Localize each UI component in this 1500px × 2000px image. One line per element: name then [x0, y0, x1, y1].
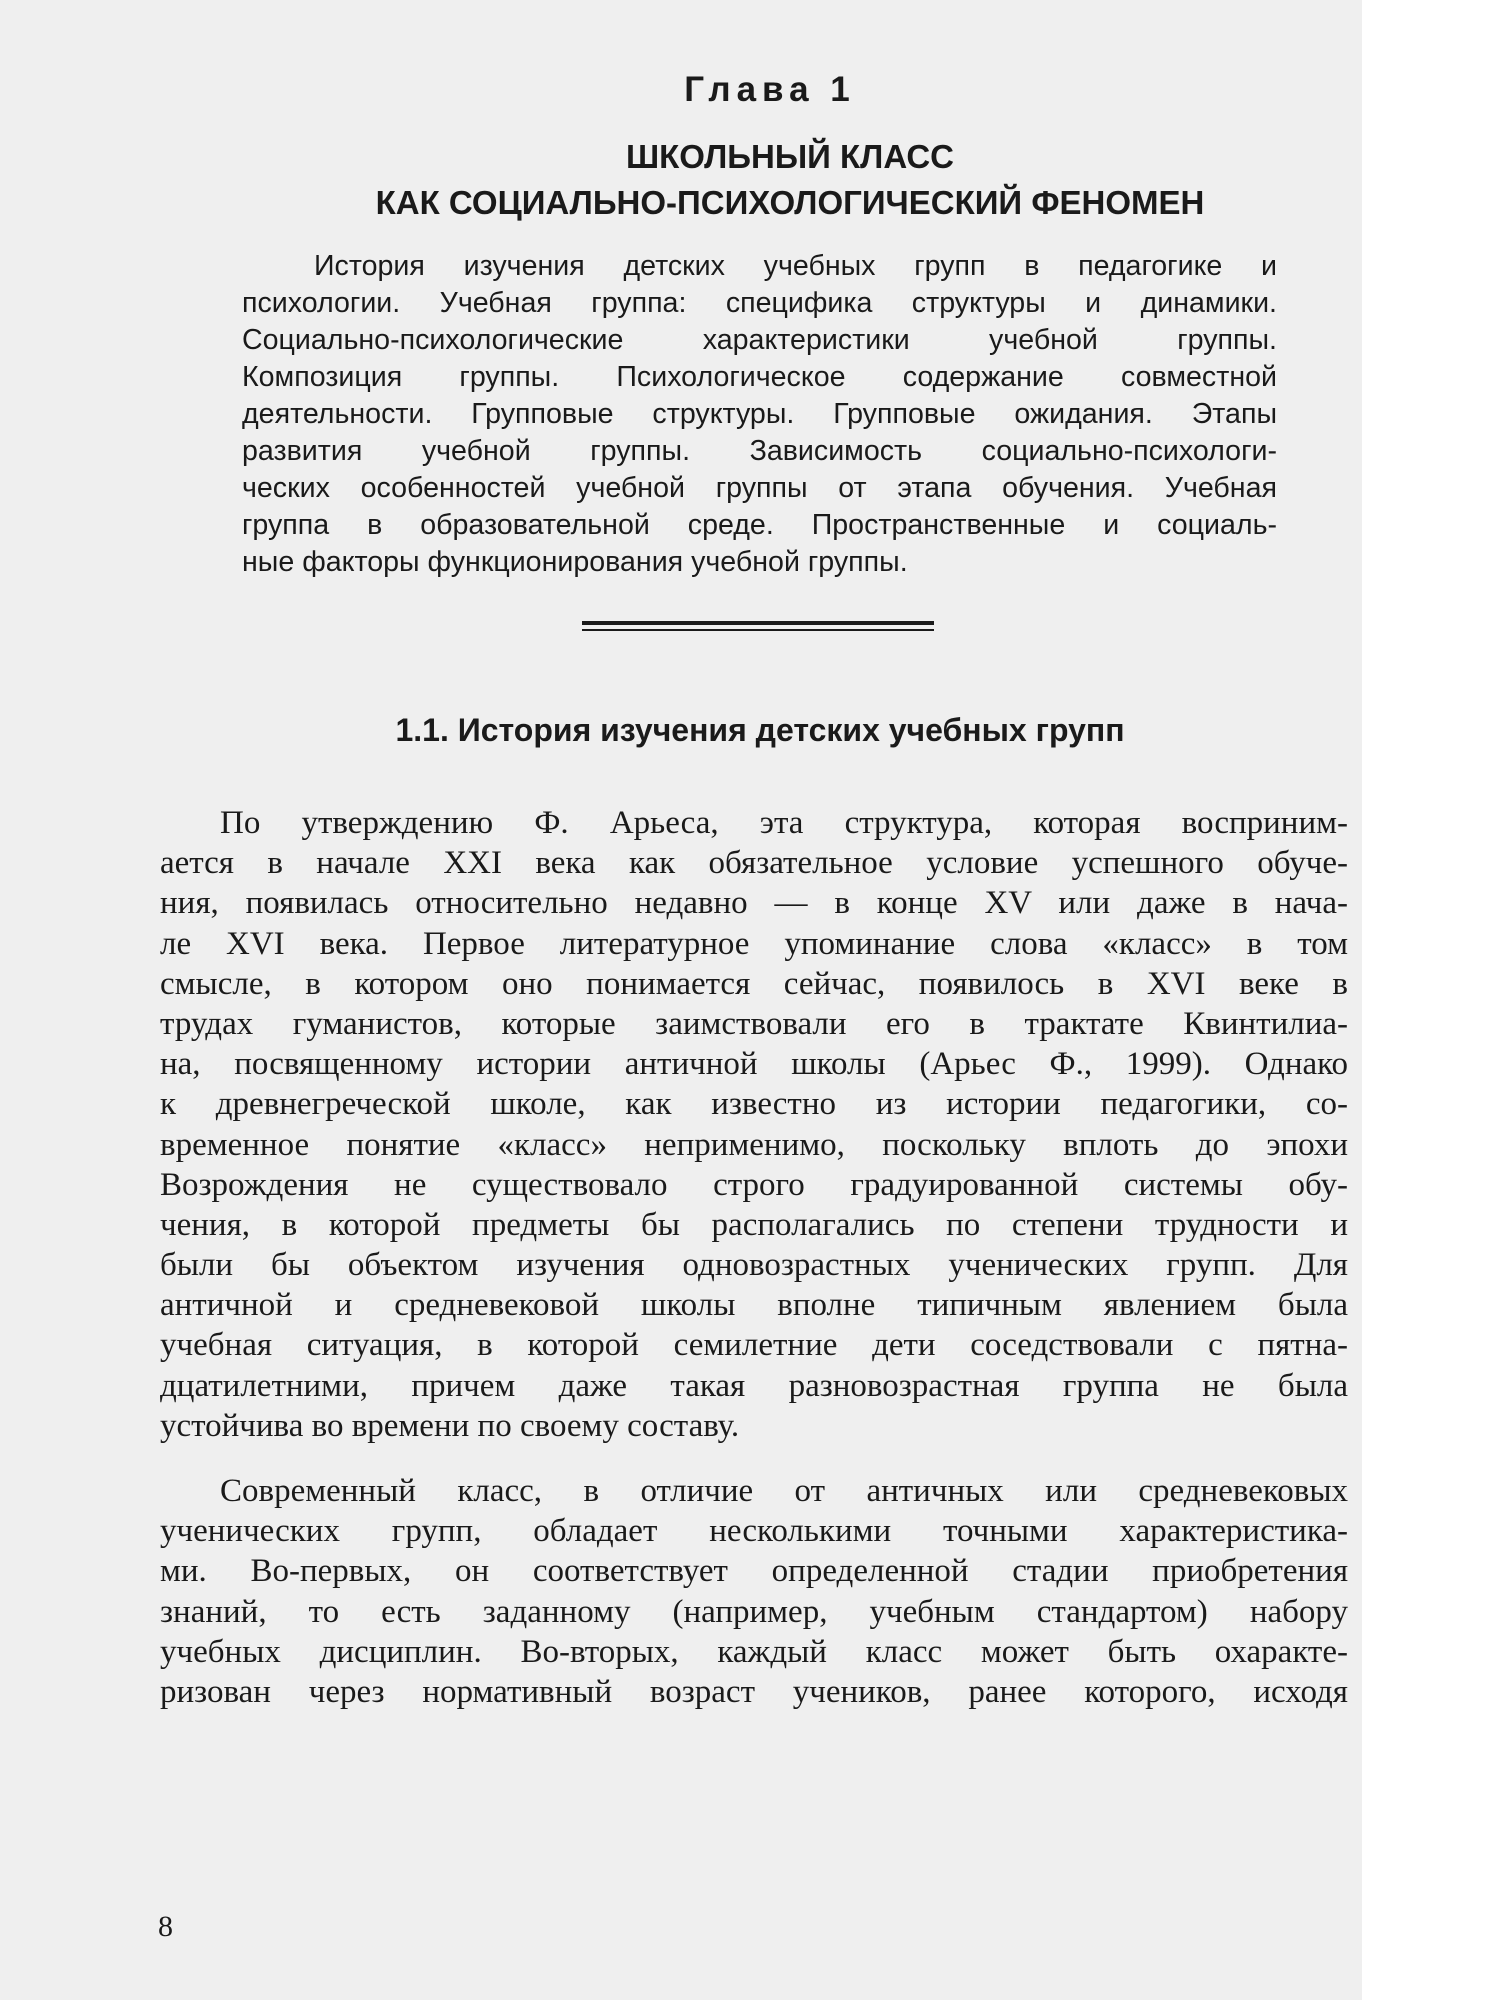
- page-number: 8: [158, 1910, 173, 1943]
- text-line: ученических групп, обладает несколькими точными характеристика-: [160, 1513, 1348, 1550]
- text-line: были бы объектом изучения одновозрастных ученических групп. Для: [160, 1247, 1348, 1284]
- abstract-line: Композиция группы. Психологическое содержание совместной: [242, 361, 1277, 393]
- abstract-line: психологии. Учебная группа: специфика структуры и динамики.: [242, 287, 1277, 319]
- abstract-line: развития учебной группы. Зависимость социально-психологи-: [242, 435, 1277, 467]
- text-line: временное понятие «класс» неприменимо, поскольку вплоть до эпохи: [160, 1126, 1348, 1163]
- text-line: Возрождения не существовало строго градуированной системы обу-: [160, 1166, 1348, 1203]
- text-line: По утверждению Ф. Арьеса, эта структура, которая восприним-: [220, 805, 1348, 841]
- abstract-line: ные факторы функционирования учебной группы.: [242, 546, 908, 578]
- text-line: устойчива во времени по своему составу.: [160, 1407, 740, 1444]
- abstract-line: деятельности. Групповые структуры. Групповые ожидания. Этапы: [242, 398, 1277, 430]
- text-line: Современный класс, в отличие от античных или средневековых: [220, 1473, 1348, 1509]
- abstract-line: группа в образовательной среде. Пространственные и социаль-: [242, 509, 1277, 541]
- body-text: [160, 803, 1348, 1712]
- section-title: 1.1. История изучения детских учебных групп: [395, 712, 1125, 748]
- scan-margin: [1362, 0, 1500, 2000]
- chapter-title: [260, 134, 1320, 226]
- text-line: учебных дисциплин. Во-вторых, каждый класс может быть охаракте-: [160, 1633, 1348, 1670]
- chapter-title-line-1: ШКОЛЬНЫЙ КЛАСС: [625, 138, 955, 175]
- divider-thick-rule: [582, 621, 934, 625]
- text-line: чения, в которой предметы бы располагались по степени трудности и: [160, 1206, 1348, 1243]
- page-content: [160, 68, 1348, 1712]
- chapter-label: Глава 1: [684, 70, 856, 109]
- text-line: античной и средневековой школы вполне типичным явлением была: [160, 1287, 1348, 1324]
- text-line: ле XVI века. Первое литературное упоминание слова «класс» в том: [160, 925, 1348, 962]
- section-divider: [582, 621, 934, 631]
- text-line: ния, появилась относительно недавно — в конце XV или даже в нача-: [160, 885, 1348, 922]
- abstract-line: ческих особенностей учебной группы от этапа обучения. Учебная: [242, 472, 1277, 504]
- divider-thin-rule: [582, 629, 934, 631]
- text-line: дцатилетними, причем даже такая разновозрастная группа не была: [160, 1367, 1348, 1404]
- abstract-line: Социально-психологические характеристики учебной группы.: [242, 324, 1277, 356]
- text-line: на, посвященному истории античной школы (Арьес Ф., 1999). Однако: [160, 1046, 1348, 1083]
- text-line: ми. Во-первых, он соответствует определенной стадии приобретения: [160, 1553, 1348, 1590]
- chapter-title-line-2: КАК СОЦИАЛЬНО-ПСИХОЛОГИЧЕСКИЙ ФЕНОМЕН: [375, 184, 1205, 221]
- text-line: трудах гуманистов, которые заимствовали его в трактате Квинтилиа-: [160, 1005, 1348, 1042]
- abstract-line: История изучения детских учебных групп в педагогике и: [314, 250, 1277, 282]
- text-line: учебная ситуация, в которой семилетние дети соседствовали с пятна-: [160, 1327, 1348, 1364]
- text-line: ается в начале XXI века как обязательное условие успешного обуче-: [160, 845, 1348, 882]
- text-line: смысле, в котором оно понимается сейчас, появилось в XVI веке в: [160, 965, 1348, 1002]
- chapter-abstract: [242, 248, 1277, 581]
- text-line: знаний, то есть заданному (например, учебным стандартом) набору: [160, 1593, 1348, 1630]
- text-line: ризован через нормативный возраст учеников, ранее которого, исходя: [160, 1673, 1348, 1710]
- text-line: к древнегреческой школе, как известно из истории педагогики, со-: [160, 1086, 1348, 1123]
- paragraph-1: [160, 803, 1348, 1446]
- paragraph-2: [160, 1471, 1348, 1712]
